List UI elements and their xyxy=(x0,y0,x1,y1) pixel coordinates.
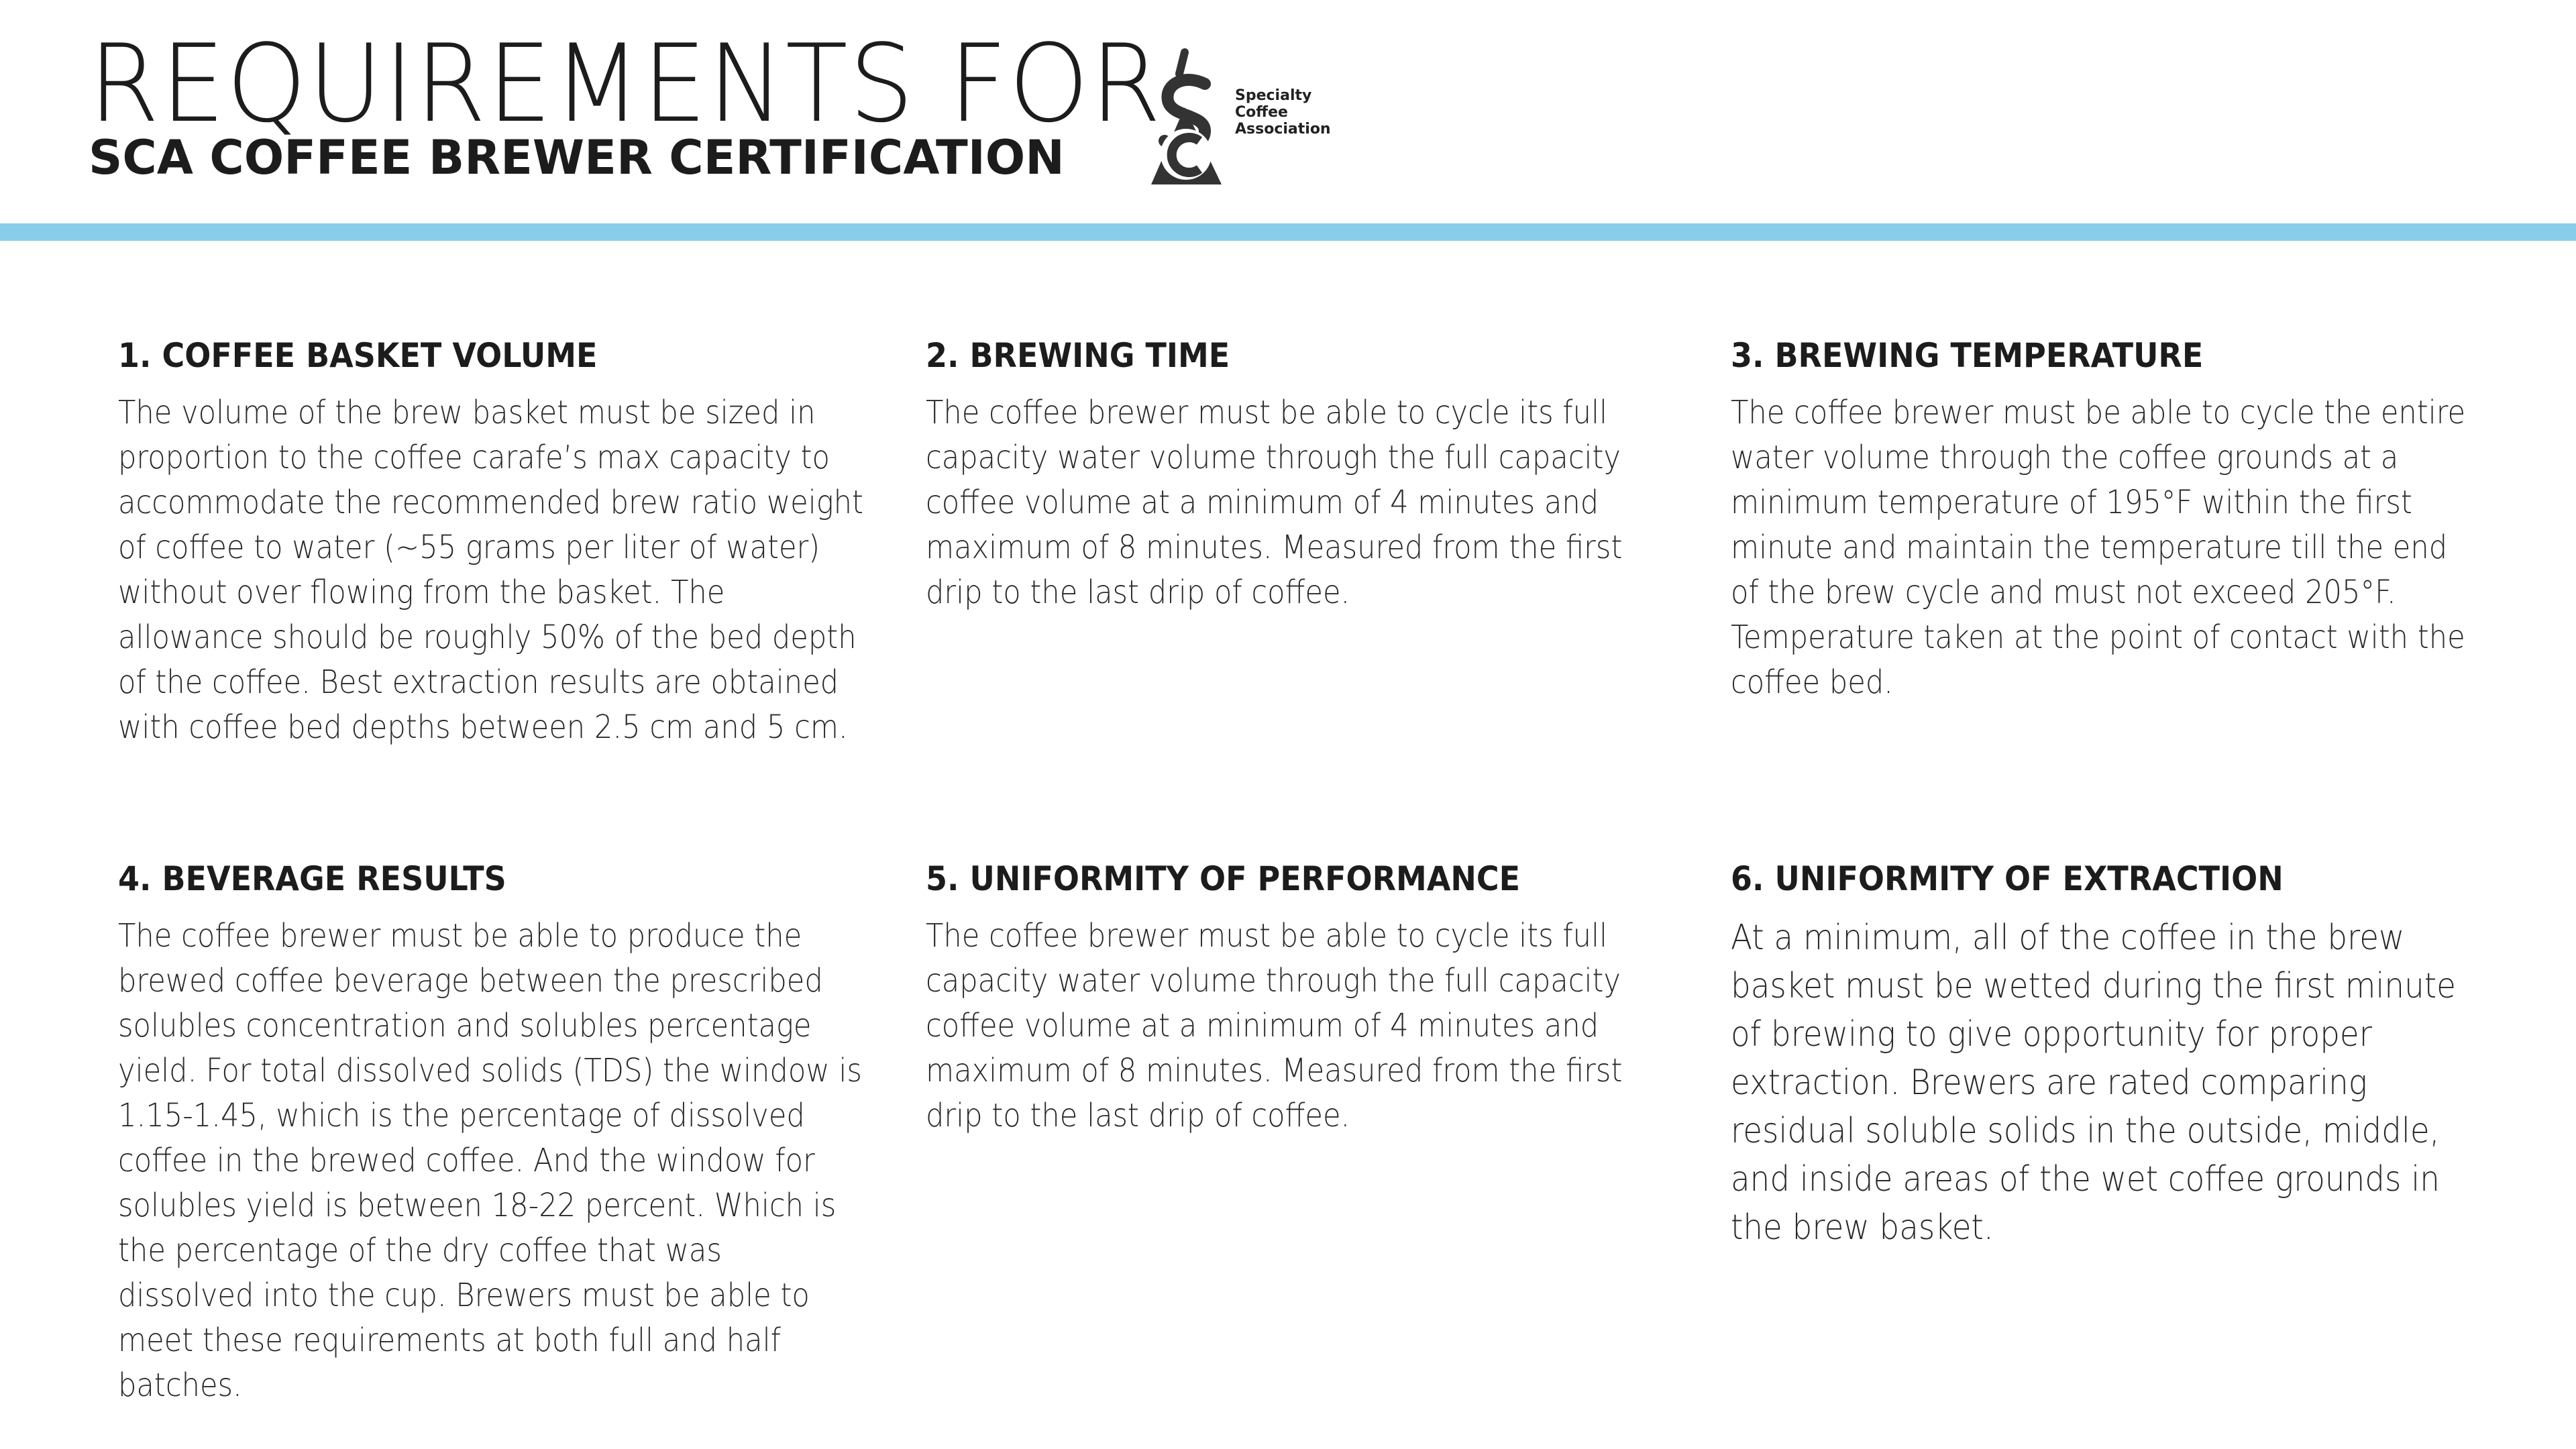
section-heading: 4. BEVERAGE RESULTS xyxy=(118,859,506,898)
section-heading: 2. BREWING TIME xyxy=(926,336,1230,375)
logo-line-3: Association xyxy=(1235,121,1331,138)
page-title: REQUIREMENTS FOR xyxy=(89,21,1163,146)
sca-logo xyxy=(1138,47,1339,188)
section-heading: 6. UNIFORMITY OF EXTRACTION xyxy=(1731,859,2284,898)
section-body: The coffee brewer must be able to cycle its full capacity water volume through the full capacity coffee volume at a minimum of 4 minutes and maximum of 8 minutes. Measured from the first drip to the last drip of coffee. xyxy=(926,917,1623,1134)
section-body: The coffee brewer must be able to cycle its full capacity water volume through the full capacity coffee volume at a minimum of 4 minutes and maximum of 8 minutes. Measured from the first drip to the last drip of coffee. xyxy=(926,394,1623,611)
section-heading: 1. COFFEE BASKET VOLUME xyxy=(118,336,598,375)
section-heading: 3. BREWING TEMPERATURE xyxy=(1731,336,2204,375)
section-brewing-temperature xyxy=(1731,329,2496,705)
section-uniformity-of-performance xyxy=(926,852,1690,1138)
logo-wordmark xyxy=(1235,87,1331,138)
section-coffee-basket-volume xyxy=(118,329,883,750)
section-body: The coffee brewer must be able to produce the brewed coffee beverage between the prescribed solubles concentration and solubles percentage yield. For total dissolved solids (TDS) the window is 1.15-1.45, which is the percentage of dissolved coffee in the brewed coffee. And the window for solubles yield is between 18-22 percent. Which is the percentage of the dry coffee that was dissolved into the cup. Brewers must be able to meet these requirements at both full and half batches. xyxy=(118,917,862,1404)
section-uniformity-of-extraction xyxy=(1731,852,2496,1252)
section-heading: 5. UNIFORMITY OF PERFORMANCE xyxy=(926,859,1521,898)
header-divider xyxy=(0,223,2576,241)
section-brewing-time xyxy=(926,329,1690,615)
logo-line-2: Coffee xyxy=(1235,104,1288,121)
sca-logo-icon xyxy=(1138,47,1235,188)
section-body: The coffee brewer must be able to cycle the entire water volume through the coffee grounds at a minimum temperature of 195°F within the first minute and maintain the temperature till the end of the brew cycle and must not exceed 205°F. Temperature taken at the point of contact with the coffee bed. xyxy=(1731,394,2466,701)
section-body: At a minimum, all of the coffee in the brew basket must be wetted during the first minute of brewing to give opportunity for proper extraction. Brewers are rated comparing residual soluble solids in the outside, middle, and inside areas of the wet coffee grounds in the brew basket. xyxy=(1731,918,2456,1248)
section-beverage-results xyxy=(118,852,883,1408)
section-body: The volume of the brew basket must be sized in proportion to the coffee carafe’s max capacity to accommodate the recommended brew ratio weight of coffee to water (~55 grams per liter of water) without over flowing from the basket. The allowance should be roughly 50% of the bed depth of the coffee. Best extraction results are obtained with coffee bed depths between 2.5 cm and 5 cm. xyxy=(118,394,863,746)
logo-line-1: Specialty xyxy=(1235,87,1312,104)
page-subtitle: SCA COFFEE BREWER CERTIFICATION xyxy=(89,130,1065,185)
page-header xyxy=(0,0,2576,221)
